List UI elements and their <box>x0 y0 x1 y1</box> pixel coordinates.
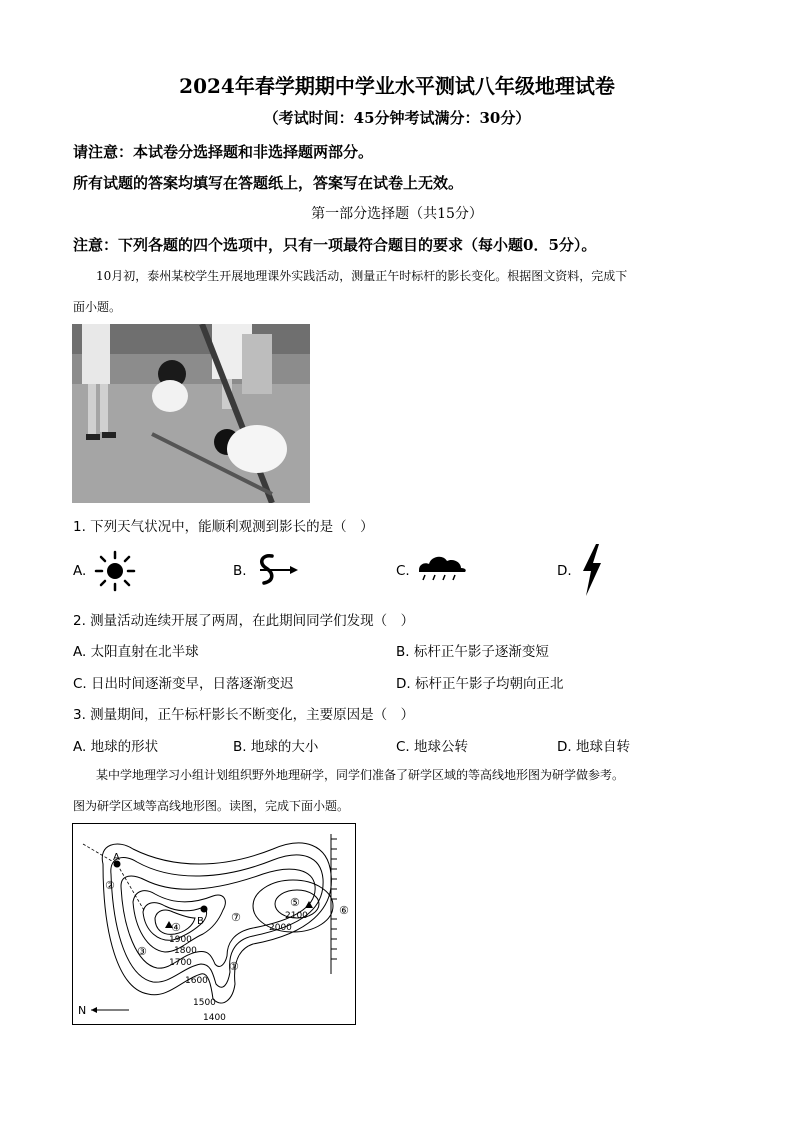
contour-label-1700: 1700 <box>169 958 192 968</box>
page-title: 2024年春学期期中学业水平测试八年级地理试卷 <box>179 74 615 98</box>
q3-option-d <box>557 735 630 755</box>
q2-option-d-text: 标杆正午影子均朝向正北 <box>414 676 564 692</box>
point-b-label: B <box>197 916 204 927</box>
q3-option-a <box>73 735 158 755</box>
q1-option-a-label: A. <box>73 563 87 579</box>
contour-label-2100: 2100 <box>285 911 308 921</box>
contour-label-1500: 1500 <box>193 998 216 1008</box>
contour-label-1600: 1600 <box>185 976 208 986</box>
rain-cloud-icon <box>415 552 469 582</box>
contour-label-1400: 1400 <box>203 1013 226 1023</box>
question-2-stem: 2. 测量活动连续开展了两周，在此期间同学们发现（ ） <box>73 613 415 629</box>
q3-option-a-text: 地球的形状 <box>90 739 159 755</box>
contour-map <box>72 823 356 1025</box>
passage2-line-1: 某中学地理学习小组计划组织野外地理研学，同学们准备了研学区域的等高线地形图为研学做参考。 <box>96 768 625 782</box>
q3-option-b <box>233 735 318 755</box>
notice-line-2: 所有试题的答案均填写在答题纸上，答案写在试卷上无效。 <box>73 174 464 192</box>
q1-option-c-label: C. <box>396 563 410 579</box>
passage1-line-1: 10月初，泰州某校学生开展地理课外实践活动，测量正午时标杆的影长变化。根据图文资料，完成下 <box>96 269 628 283</box>
circled-1: ① <box>229 960 239 973</box>
contour-label-2000: 2000 <box>269 923 292 933</box>
circled-4: ④ <box>171 921 181 934</box>
circled-3: ③ <box>137 945 147 958</box>
question-3-stem: 3. 测量期间，正午标杆影长不断变化，主要原因是（ ） <box>73 707 415 723</box>
q2-option-a-label: A. <box>73 644 87 660</box>
q3-option-c-label: C. <box>396 739 410 755</box>
q2-option-d-label: D. <box>396 676 411 692</box>
circled-2: ② <box>105 879 115 892</box>
q3-option-c <box>396 735 468 755</box>
q2-option-c <box>73 672 294 692</box>
passage2-line-2: 图为研学区域等高线地形图。读图，完成下面小题。 <box>73 799 350 813</box>
q1-option-b-label: B. <box>233 563 247 579</box>
q2-option-b <box>396 640 549 660</box>
contour-label-1800: 1800 <box>174 946 197 956</box>
contour-label-1900: 1900 <box>169 935 192 945</box>
circled-7: ⑦ <box>231 911 241 924</box>
q2-option-c-text: 日出时间逐渐变早，日落逐渐变迟 <box>91 676 294 692</box>
lightning-icon <box>580 543 604 597</box>
q3-option-b-text: 地球的大小 <box>250 739 319 755</box>
q3-option-d-label: D. <box>557 739 572 755</box>
q1-option-d-label: D. <box>557 563 572 579</box>
q3-option-c-text: 地球公转 <box>414 739 469 755</box>
part1-instruction: 注意：下列各题的四个选项中，只有一项最符合题目的要求（每小题0．5分）。 <box>73 236 597 254</box>
passage1-line-2: 面小题。 <box>73 300 122 314</box>
notice-line-1: 请注意：本试卷分选择题和非选择题两部分。 <box>73 143 374 161</box>
q2-option-d <box>396 672 563 692</box>
field-activity-photo <box>72 324 310 503</box>
q3-option-d-text: 地球自转 <box>575 739 630 755</box>
q2-option-c-label: C. <box>73 676 87 692</box>
q2-option-b-label: B. <box>396 644 410 660</box>
part1-heading: 第一部分选择题（共15分） <box>311 206 483 222</box>
q2-option-a-text: 太阳直射在北半球 <box>90 644 199 660</box>
sandstorm-icon <box>254 551 300 589</box>
q2-option-b-text: 标杆正午影子逐渐变短 <box>413 644 549 660</box>
question-1-stem: 1. 下列天气状况中，能顺利观测到影长的是（ ） <box>73 519 374 535</box>
circled-6: ⑥ <box>339 904 349 917</box>
q2-option-a <box>73 640 199 660</box>
q3-option-b-label: B. <box>233 739 247 755</box>
circled-5: ⑤ <box>290 896 300 909</box>
point-a-label: A <box>113 852 120 863</box>
q3-option-a-label: A. <box>73 739 87 755</box>
exam-info: （考试时间：45分钟考试满分：30分） <box>263 109 531 127</box>
sunny-icon <box>92 550 138 592</box>
north-label: N <box>78 1004 87 1017</box>
